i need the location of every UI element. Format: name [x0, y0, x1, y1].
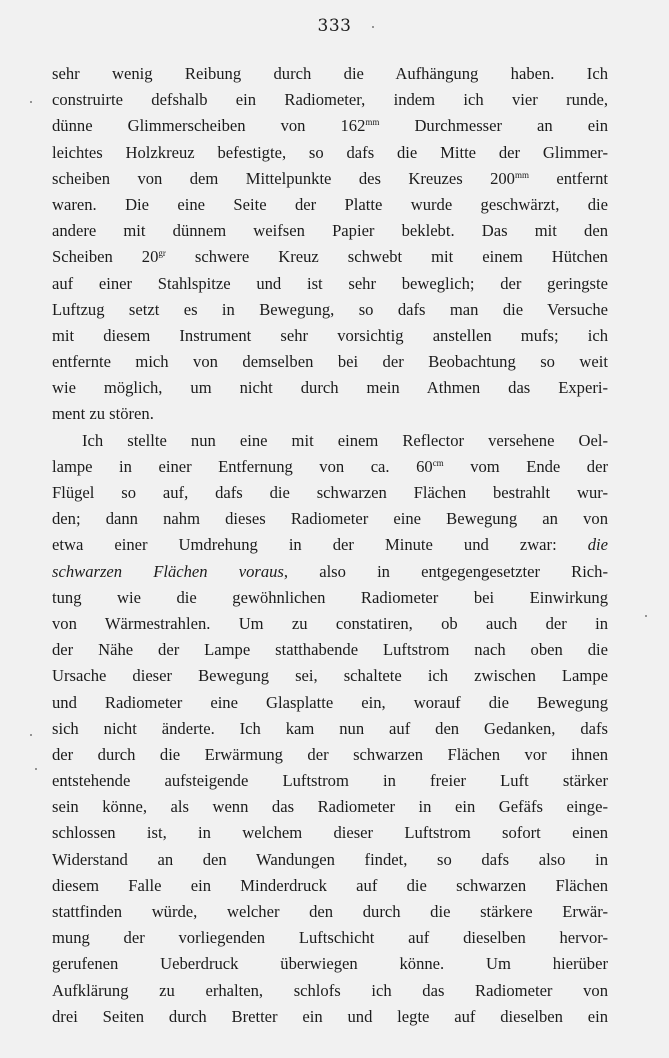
scan-speck [35, 768, 37, 770]
text-line [52, 480, 608, 506]
text-run: Luftzug setzt es in Bewegung, so dafs man die Versuche [52, 299, 608, 319]
text-line [52, 113, 608, 139]
text-run: sehr wenig Reibung durch die Aufhängung haben. Ich [52, 64, 608, 83]
text-run: ment zu stören. [52, 404, 154, 424]
text-run: entstehende aufsteigende Luftstrom in freier Luft stärker [52, 771, 608, 791]
text-line [52, 742, 608, 768]
text-line [52, 271, 608, 297]
text-line [52, 768, 608, 794]
text-line [52, 401, 608, 427]
text-line [52, 61, 608, 87]
text-line [52, 820, 608, 846]
text-run: Scheiben 20 [52, 247, 159, 267]
unit-superscript: mm [514, 169, 529, 180]
text-run: lampe in einer Entfernung von ca. 60 [52, 456, 433, 476]
text-line [52, 218, 608, 244]
text-line [52, 559, 608, 585]
unit-superscript: gr [158, 248, 166, 259]
text-run: andere mit dünnem weifsen Papier beklebt. Das mit den [52, 221, 608, 241]
text-line [52, 951, 608, 977]
scan-speck [645, 615, 647, 617]
text-line [52, 690, 608, 716]
text-line [52, 663, 608, 689]
text-line [52, 454, 608, 480]
page-number: 333 [317, 16, 352, 36]
text-line [52, 349, 608, 375]
text-run: entfernte mich von demselben bei der Beobachtung so weit [52, 352, 608, 372]
text-line [52, 140, 608, 166]
text-run: dünne Glimmerscheiben von 162 [52, 116, 366, 136]
text-run: von Wärmestrahlen. Um zu constatiren, ob auch der in [52, 613, 608, 633]
text-line [52, 611, 608, 637]
text-run: Widerstand an den Wandungen findet, so dafs also in [52, 849, 608, 869]
text-run: leichtes Holzkreuz befestigte, so dafs die Mitte der Glimmer- [52, 142, 608, 162]
text-run: Ursache dieser Bewegung sei, schaltete ich zwischen Lampe [52, 666, 608, 686]
text-run: scheiben von dem Mittelpunkte des Kreuzes 200 [52, 168, 515, 188]
text-run: schwere Kreuz schwebt mit einem Hütchen [165, 247, 608, 267]
text-run: auf einer Stahlspitze und ist sehr beweglich; der geringste [52, 273, 608, 293]
text-line [52, 297, 608, 323]
text-run: etwa einer Umdrehung in der Minute und zwar: [52, 535, 588, 555]
text-run: sein könne, als wenn das Radiometer in ein Gefäfs einge- [52, 797, 608, 817]
text-run: drei Seiten durch Bretter ein und legte auf dieselben ein [52, 1006, 608, 1026]
text-line [52, 428, 608, 454]
text-run: mung der vorliegenden Luftschicht auf dieselben hervor- [52, 928, 608, 948]
text-line [52, 899, 608, 925]
scan-speck [372, 26, 374, 28]
text-line [52, 925, 608, 951]
text-line [52, 716, 608, 742]
text-run: vom Ende der [443, 456, 608, 476]
text-line [52, 585, 608, 611]
text-line [52, 873, 608, 899]
text-line [52, 375, 608, 401]
text-line [52, 323, 608, 349]
scan-speck [30, 734, 32, 736]
text-line [52, 87, 608, 113]
text-run: diesem Falle ein Minderdruck auf die schwarzen Flächen [52, 875, 608, 895]
text-run: Flügel so auf, dafs die schwarzen Flächen bestrahlt wur- [52, 483, 608, 502]
text-run: Durchmesser an ein [379, 116, 608, 136]
text-run: tung wie die gewöhnlichen Radiometer bei Einwirkung [52, 587, 608, 607]
unit-superscript: cm [432, 457, 444, 468]
text-run: und Radiometer eine Glasplatte ein, worauf die Bewegung [52, 692, 608, 712]
text-run: entfernt [529, 168, 608, 188]
text-run: schlossen ist, in welchem dieser Luftstrom sofort einen [52, 823, 608, 843]
text-line [52, 166, 608, 192]
text-run: Ich stellte nun eine mit einem Reflector versehene Oel- [82, 430, 608, 450]
text-run: , also in entgegengesetzter Rich- [283, 561, 608, 581]
text-line [52, 192, 608, 218]
text-line [52, 794, 608, 820]
text-run: stattfinden würde, welcher den durch die stärkere Erwär- [52, 902, 608, 921]
text-run: wie möglich, um nicht durch mein Athmen das Experi- [52, 378, 608, 398]
text-line [52, 506, 608, 532]
body-text [52, 61, 608, 1030]
text-run: der Nähe der Lampe statthabende Luftstrom nach oben die [52, 640, 608, 660]
text-line [52, 978, 608, 1004]
text-run: Aufklärung zu erhalten, schlofs ich das Radiometer von [52, 980, 608, 1000]
text-run: construirte defshalb ein Radiometer, indem ich vier runde, [52, 90, 608, 110]
emphasis-text: schwarzen Flächen voraus [52, 561, 284, 581]
text-run: der durch die Erwärmung der schwarzen Flächen vor ihnen [52, 744, 608, 764]
text-run: mit diesem Instrument sehr vorsichtig anstellen mufs; ich [52, 325, 608, 345]
text-run: gerufenen Ueberdruck überwiegen könne. Um hierüber [52, 954, 608, 974]
text-run: sich nicht änderte. Ich kam nun auf den Gedanken, dafs [52, 718, 608, 738]
text-line [52, 1004, 608, 1030]
text-run: den; dann nahm dieses Radiometer eine Bewegung an von [52, 509, 608, 529]
text-run: waren. Die eine Seite der Platte wurde geschwärzt, die [52, 194, 608, 214]
scan-speck [30, 101, 32, 103]
text-line [52, 532, 608, 558]
text-line [52, 847, 608, 873]
text-line [52, 244, 608, 270]
text-line [52, 637, 608, 663]
unit-superscript: mm [365, 117, 380, 128]
emphasis-text: die [587, 535, 608, 555]
